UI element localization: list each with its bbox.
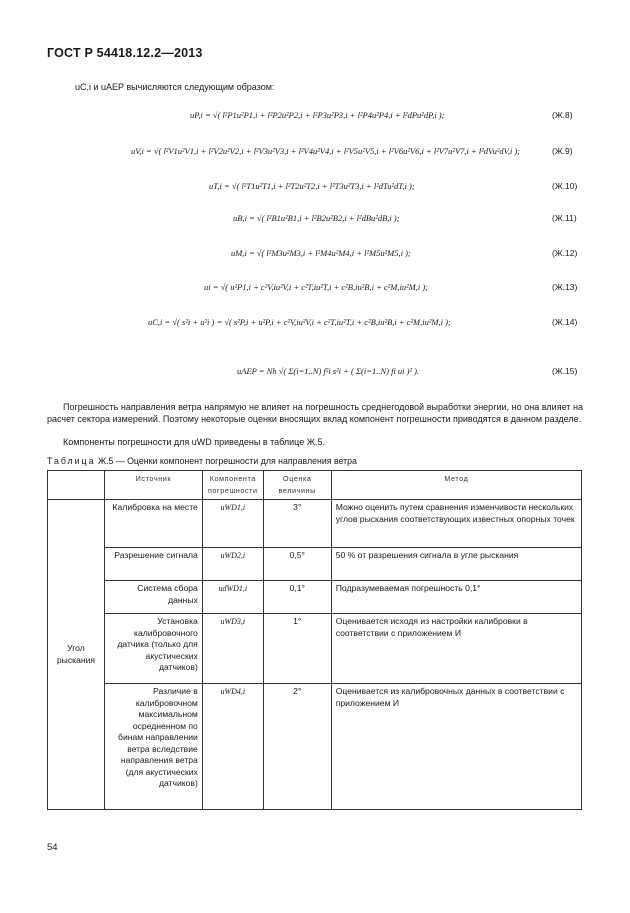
page-number: 54 (47, 842, 58, 853)
equation-number: (Ж.14) (552, 317, 578, 327)
table-caption (47, 456, 357, 466)
uncertainty-table (47, 470, 582, 810)
source-cell: Разрешение сигнала (104, 548, 202, 581)
source-cell: Различие в калибровочном максимальном осредненном по бинам направлении ветра вследствие направления ветра (для акустических датчиков) (104, 684, 202, 810)
method-cell: 50 % от разрешения сигнала в угле рыскания (331, 548, 581, 581)
formula-zh8: uP,i = √( l²P1u²P1,i + l²P2u²P2,i + l²P3u²P3,i + l²P4u²P4,i + l²dPu²dP,i ); (190, 110, 445, 120)
method-cell: Оценивается исходя из настройки калибровки в соответствии с приложением И (331, 614, 581, 684)
equation-number: (Ж.13) (552, 282, 578, 292)
component-cell: uWD3,i (202, 614, 263, 684)
method-cell: Подразумеваемая погрешность 0,1° (331, 581, 581, 614)
component-cell: uWD2,i (202, 548, 263, 581)
value-cell: 3° (263, 500, 331, 548)
equation-number: (Ж.15) (552, 366, 578, 376)
caption-text: Ж.5 — Оценки компонент погрешности для направления ветра (95, 456, 357, 466)
source-cell: Калибровка на месте (104, 500, 202, 548)
header-cell-value: Оценка величины (263, 471, 331, 500)
formula-zh13: ui = √( u²P1,i + c²V,iu²V,i + c²T,iu²T,i + c²B,iu²B,i + c²M,iu²M,i ); (204, 282, 428, 292)
table-header-row (48, 471, 582, 500)
formula-zh9: uV,i = √( l²V1u²V1,i + l²V2u²V2,i + l²V3u²V3,i + l²V4u²V4,i + l²V5u²V5,i + l²V6u²V6,i + l²V7u²V7,i + l²dVu²dV,i ); (131, 146, 521, 156)
source-cell: Система сбора данных (104, 581, 202, 614)
formula-zh11: uB,i = √( l²B1u²B1,i + l²B2u²B2,i + l²dBu²dB,i ); (233, 213, 400, 223)
value-cell: 0,1° (263, 581, 331, 614)
value-cell: 0,5° (263, 548, 331, 581)
equation-number: (Ж.11) (552, 213, 577, 223)
table-row (48, 500, 582, 548)
component-cell: udWD1,i (202, 581, 263, 614)
table-row (48, 614, 582, 684)
document-header: ГОСТ Р 54418.12.2—2013 (47, 46, 203, 60)
paragraph-wind-direction (47, 402, 583, 425)
paragraph-text: Погрешность направления ветра напрямую не влияет на погрешность среднегодовой выработки энергии, но она влияет на расчет сектора измерений. Поэтому некоторые оценки вносящих вклад компонент погрешности приводятся в данном разделе. (47, 402, 583, 424)
header-cell-method: Метод (331, 471, 581, 500)
equation-number: (Ж.9) (552, 146, 573, 156)
caption-prefix: Таблица (47, 456, 96, 466)
paragraph-components (47, 437, 583, 449)
formula-zh15: uAEP = Nh √( Σ(i=1..N) f²i s²i + ( Σ(i=1..N) fi ui )² ). (237, 366, 420, 376)
intro-text: uC,i и uAEP вычисляются следующим образом: (75, 82, 275, 92)
equation-number: (Ж.10) (552, 181, 578, 191)
equation-number: (Ж.12) (552, 248, 578, 258)
value-cell: 2° (263, 684, 331, 810)
parameter-cell: Угол рыскания (48, 500, 105, 810)
header-cell (48, 471, 105, 500)
equation-number: (Ж.8) (552, 110, 573, 120)
formula-zh12: uM,i = √( l²M3u²M3,i + l²M4u²M4,i + l²M5u²M5,i ); (231, 248, 411, 258)
paragraph-text: Компоненты погрешности для uWD приведены в таблице Ж.5. (63, 437, 326, 447)
value-cell: 1° (263, 614, 331, 684)
table-row (48, 684, 582, 810)
formula-zh14: uC,i = √( s²i + u²i ) = √( s²P,i + u²P,i + c²V,iu²V,i + c²T,iu²T,i + c²B,iu²B,i + c²M,iu²M,i ); (148, 317, 451, 327)
component-cell: uWD4,i (202, 684, 263, 810)
table-row (48, 548, 582, 581)
component-cell: uWD1,i (202, 500, 263, 548)
method-cell: Оценивается из калибровочных данных в соответствии с приложением И (331, 684, 581, 810)
source-cell: Установка калибровочного датчика (только для акустических датчиков) (104, 614, 202, 684)
header-cell-component: Компонента погрешности (202, 471, 263, 500)
header-cell-source: Источник (104, 471, 202, 500)
table-row (48, 581, 582, 614)
method-cell: Можно оценить путем сравнения изменчивости нескольких углов рыскания соответствующих известных опорных точек (331, 500, 581, 548)
formula-zh10: uT,i = √( l²T1u²T1,i + l²T2u²T2,i + l²T3u²T3,i + l²dTu²dT,i ); (209, 181, 415, 191)
